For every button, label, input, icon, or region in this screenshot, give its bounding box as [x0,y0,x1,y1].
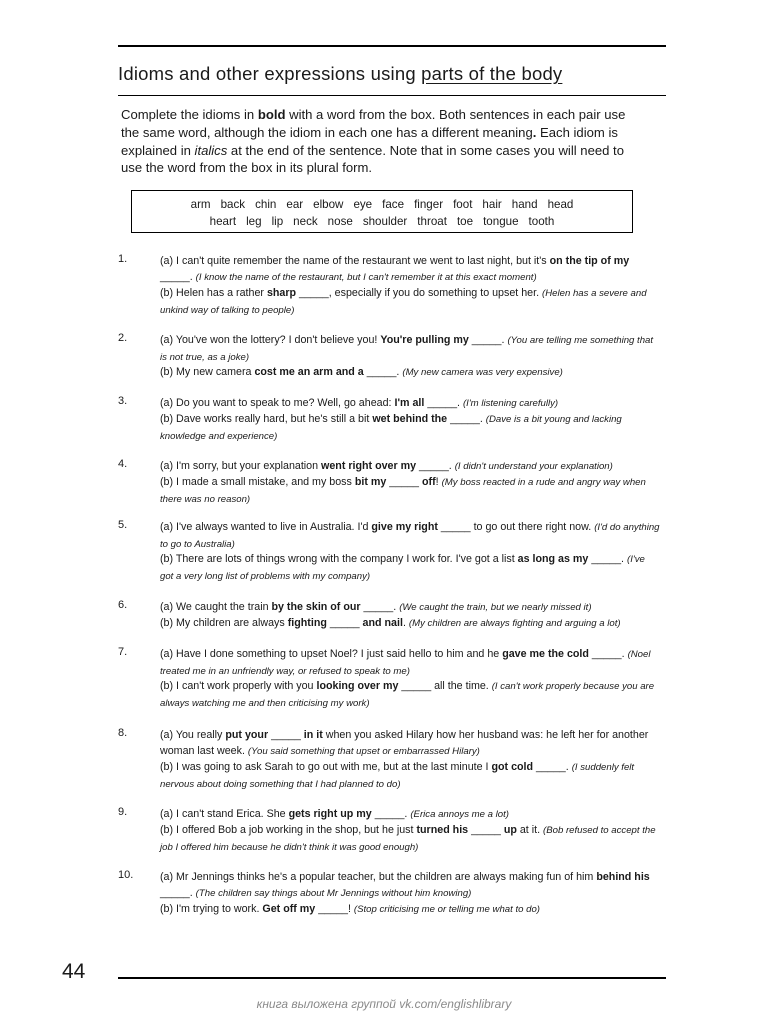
sentence-text: _____. [363,366,403,378]
idiom-explanation: (I'm listening carefully) [462,398,559,409]
sentence-a [160,519,660,553]
idiom-bold: got cold [491,761,534,773]
sentence-text: _____. [588,553,627,565]
sentence-text: (b) Helen has a rather [160,287,267,299]
sentence-a [160,727,660,760]
sentence-text: _____. [468,334,508,346]
instructions-text: with a word from the box. Both sentences in each pair use the same word, although the idiom in each one has a different meaning [121,107,626,140]
idiom-explanation: (Bob refused to accept the job I offered him because he didn't think it was good enough) [160,825,656,853]
idiom-bold: looking over my [316,680,399,692]
word-box-word: neck [293,215,318,228]
sentence-a [160,253,660,286]
page-title [118,63,562,85]
word-box [131,190,633,233]
sentence-text: (a) I can't quite remember the name of the restaurant we went to last night, but it's [160,255,550,267]
idiom-bold: cost me an arm and a [254,366,364,378]
word-box-word: face [382,198,405,211]
sentence-b [160,822,660,856]
sentence-a [160,646,660,680]
sentence-text: (a) You really [160,729,226,741]
idiom-bold: gets right up my [288,808,372,820]
word-box-word: arm [190,198,211,211]
word-box-word: chin [255,198,277,211]
title-rule [118,95,666,96]
sentence-text: _____ [326,617,363,629]
sentence-b [160,759,660,793]
idiom-explanation: (Erica annoys me a lot) [410,809,509,820]
idiom-bold: off [421,476,436,488]
idiom-bold: in it [303,729,323,741]
word-box-word: ear [286,198,304,211]
item-number: 2. [118,332,128,344]
idiom-explanation: (My boss reacted in a rude and angry way when there was no reason) [160,477,646,505]
idiom-explanation: (We caught the train, but we nearly missed it) [399,602,592,613]
idiom-explanation: (Dave is a bit young and lacking knowledge and experience) [160,414,622,442]
word-box-word: hair [482,198,502,211]
sentence-text: _____. [533,761,572,773]
item-number: 1. [118,253,128,265]
sentence-text: (a) Have I done something to upset Noel? I just said hello to him and he [160,648,503,660]
sentence-text: _____. [160,271,196,283]
sentence-text: (b) My children are always [160,617,288,629]
sentence-text: _____ [386,476,422,488]
instructions-bold: bold [257,107,286,122]
idiom-bold: and nail [362,617,403,629]
idiom-explanation: (My new camera was very expensive) [402,367,563,378]
sentence-text: (b) I'm trying to work. [160,903,263,915]
title-prefix: Idioms and other expressions using [118,63,422,84]
word-box-word: leg [246,215,262,228]
item-number: 9. [118,806,128,818]
idiom-bold: on the tip of my [549,255,630,267]
idiom-explanation: (Helen has a severe and unkind way of talking to people) [160,288,647,316]
sentence-a [160,869,660,902]
sentence-text: when you asked Hilary how her husband was: he left her for another woman last week. [160,729,649,757]
bottom-rule [118,977,666,979]
item-number: 10. [118,869,134,881]
idiom-bold: bit my [354,476,387,488]
idiom-explanation: (The children say things about Mr Jennings without him knowing) [195,888,472,899]
sentence-text: _____. [360,601,400,613]
word-box-word: nose [327,215,353,228]
sentence-text: . [402,617,409,629]
sentence-text: (a) You've won the lottery? I don't believe you! [160,334,381,346]
sentence-text: (b) I was going to ask Sarah to go out with me, but at the last minute I [160,761,492,773]
sentence-text: (b) My new camera [160,366,255,378]
sentence-b [160,411,660,445]
idiom-bold: gave me the cold [502,648,589,660]
sentence-a [160,332,660,366]
idiom-bold: as long as my [517,553,589,565]
idiom-bold: behind his [596,871,650,883]
sentence-text: (a) Do you want to speak to me? Well, go ahead: [160,397,395,409]
word-box-word: throat [417,215,447,228]
sentence-b [160,901,660,918]
instructions [121,106,643,177]
sentence-text: _____ to go out there right now. [437,521,595,533]
idiom-bold: Get off my [262,903,316,915]
idiom-explanation: (I'd do anything to go to Australia) [160,522,660,550]
word-box-row-2 [132,213,632,230]
sentence-text: at it. [516,824,544,836]
item-number: 3. [118,395,128,407]
idiom-bold: wet behind the [372,413,448,425]
sentence-text: (a) Mr Jennings thinks he's a popular teacher, but the children are always making fun of him [160,871,597,883]
sentence-b [160,364,660,381]
word-box-word: tooth [528,215,555,228]
sentence-a [160,806,660,823]
sentence-text: _____. [371,808,411,820]
footer-watermark: книга выложена группой vk.com/englishlibrary [256,997,512,1011]
sentence-text: (b) I made a small mistake, and my boss [160,476,355,488]
word-box-word: foot [453,198,473,211]
idiom-explanation: (You said something that upset or embarrassed Hilary) [247,746,480,757]
idiom-explanation: (I suddenly felt nervous about doing something that I had planned to do) [160,762,635,790]
sentence-b [160,285,660,319]
sentence-a [160,458,660,475]
instructions-text: Complete the idioms in [121,107,258,122]
sentence-text: _____. [416,460,455,472]
idiom-explanation: (I didn't understand your explanation) [454,461,613,472]
word-box-word: head [547,198,574,211]
sentence-text: _____. [160,887,196,899]
word-box-word: toe [456,215,474,228]
sentence-text: (a) I've always wanted to live in Australia. I'd [160,521,372,533]
idiom-bold: put your [225,729,269,741]
idiom-explanation: (I've got a very long list of problems with my company) [160,554,645,582]
word-box-word: hand [511,198,538,211]
instructions-bold-period: . [532,124,537,140]
sentence-text: _____, especially if you do something to upset her. [296,287,543,299]
sentence-text: (b) I offered Bob a job working in the shop, but he just [160,824,417,836]
word-box-word: elbow [313,198,344,211]
word-box-word: heart [209,215,237,228]
sentence-a [160,395,660,412]
idiom-bold: by the skin of our [271,601,361,613]
sentence-text: ! [435,476,442,488]
idiom-explanation: (My children are always fighting and arguing a lot) [408,618,621,629]
word-box-word: eye [353,198,373,211]
sentence-text: (b) Dave works really hard, but he's still a bit [160,413,373,425]
idiom-bold: I'm all [394,397,425,409]
sentence-text: _____. [588,648,628,660]
sentence-b [160,551,660,585]
sentence-text: _____. [447,413,486,425]
item-number: 7. [118,646,128,658]
idiom-explanation: (Noel treated me in an unfriendly way, or refused to speak to me) [160,649,651,677]
sentence-text: (b) There are lots of things wrong with the company I work for. I've got a list [160,553,518,565]
item-number: 6. [118,599,128,611]
idiom-explanation: (Stop criticising me or telling me what to do) [353,904,540,915]
instructions-text: Each idiom is explained in [121,124,618,158]
word-box-word: finger [414,198,444,211]
sentence-a [160,599,660,616]
sentence-text: _____ [268,729,304,741]
sentence-text: (a) We caught the train [160,601,272,613]
title-underlined: parts of the body [421,63,563,84]
word-box-word: back [220,198,246,211]
idiom-explanation: (You are telling me something that is not true, as a joke) [160,335,654,363]
idiom-bold: You're pulling my [380,334,469,346]
sentence-text: (a) I can't stand Erica. She [160,808,289,820]
idiom-bold: turned his [416,824,469,836]
sentence-text: _____ [468,824,504,836]
sentence-text: _____! [315,903,354,915]
word-box-row-1 [132,196,632,213]
word-box-word: shoulder [362,215,408,228]
item-number: 5. [118,519,128,531]
idiom-explanation: (I know the name of the restaurant, but I can't remember it at this exact moment) [195,272,537,283]
idiom-bold: give my right [371,521,438,533]
sentence-text: (a) I'm sorry, but your explanation [160,460,322,472]
item-number: 4. [118,458,128,470]
word-box-word: tongue [483,215,519,228]
instructions-italic: italics [194,142,228,158]
sentence-b [160,678,660,712]
item-number: 8. [118,727,128,739]
sentence-b [160,474,660,508]
idiom-bold: sharp [266,287,297,299]
instructions-text: at the end of the sentence. Note that in some cases you will need to use the word from the box in its plural form. [121,142,624,176]
idiom-bold: fighting [287,617,327,629]
top-rule [118,45,666,47]
idiom-explanation: (I can't work properly because you are always watching me and then criticising my work) [160,681,655,709]
word-box-word: lip [271,215,284,228]
idiom-bold: up [503,824,517,836]
sentence-b [160,615,660,632]
sentence-text: _____. [424,397,463,409]
sentence-text: (b) I can't work properly with you [160,680,317,692]
page-number: 44 [62,960,86,983]
sentence-text: _____ all the time. [398,680,492,692]
idiom-bold: went right over my [321,460,417,472]
